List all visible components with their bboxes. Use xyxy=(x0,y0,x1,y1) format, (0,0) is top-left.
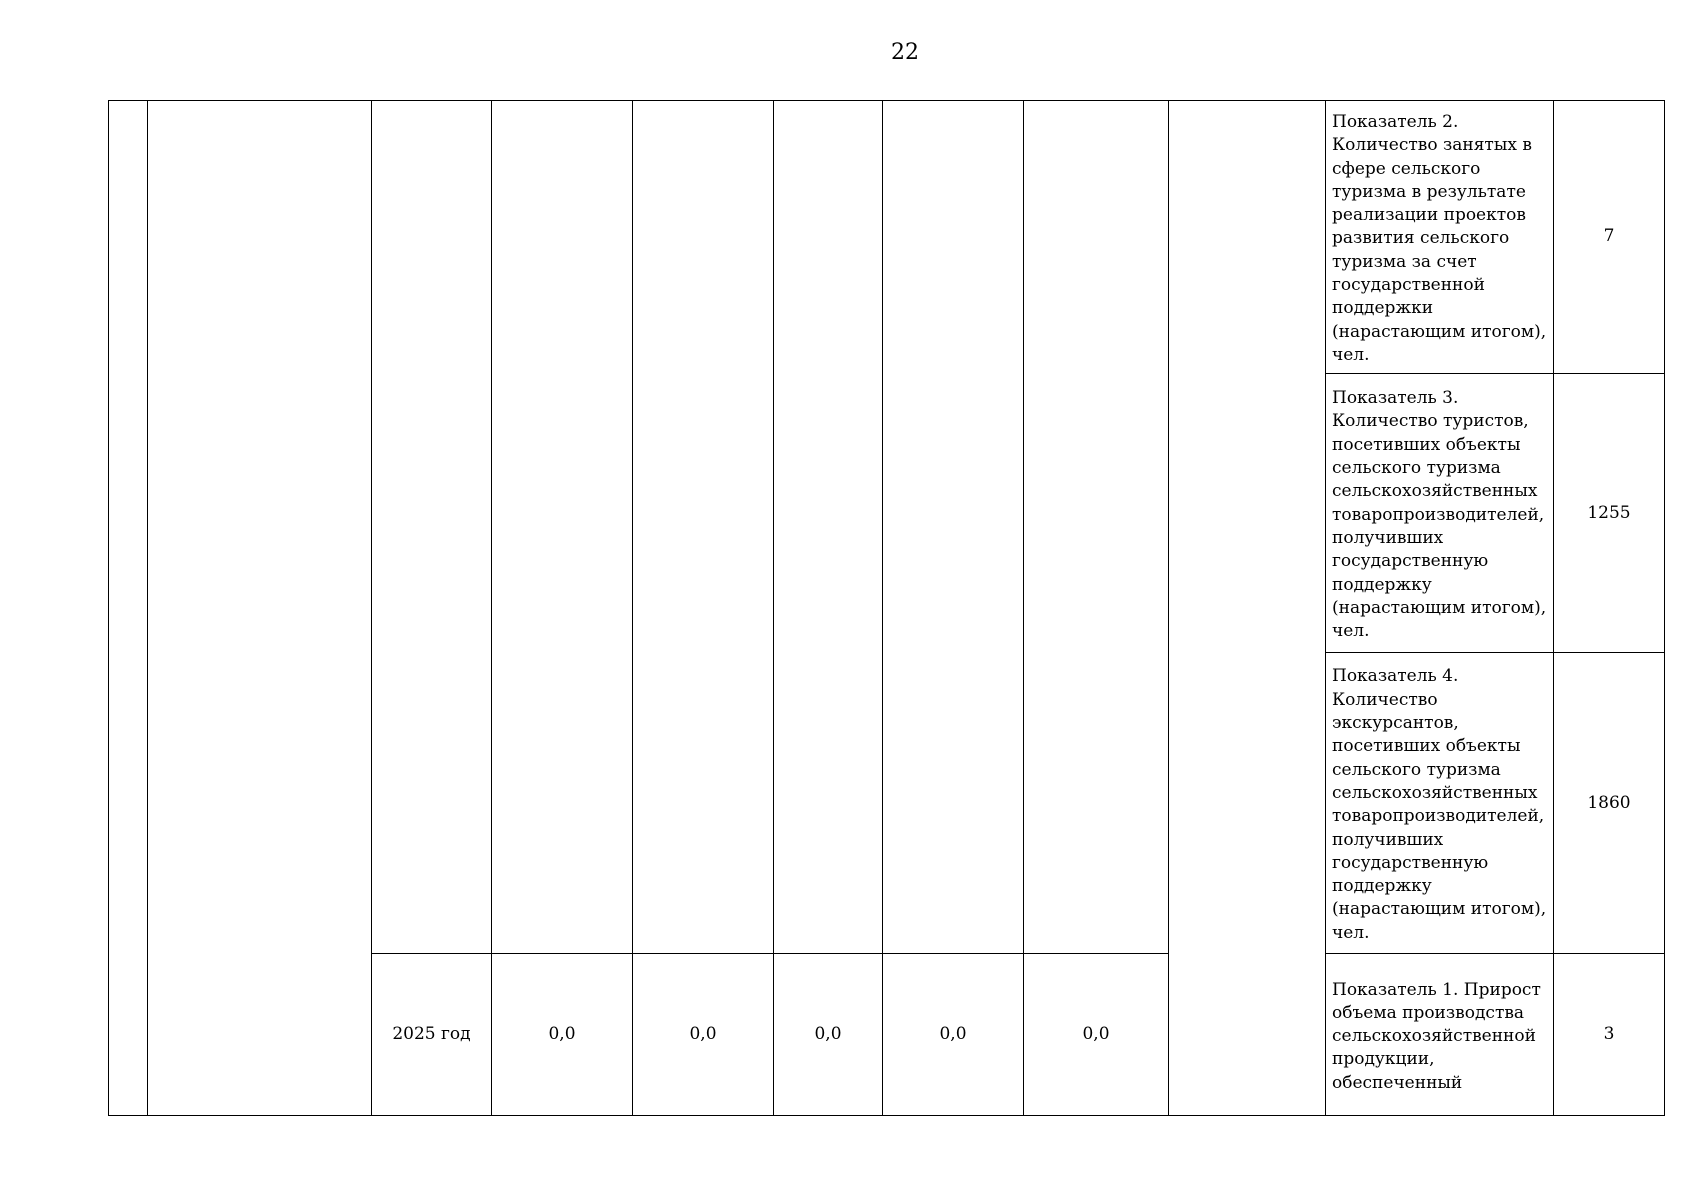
table-row xyxy=(109,101,1665,374)
amount-cell-empty xyxy=(883,101,1024,954)
indicator-text: Показатель 3. Количество туристов, посетивших объекты сельского туризма сельскохозяйственных товаропроизводителей, получивших государственную поддержку (нарастающим итогом), чел. xyxy=(1326,374,1554,653)
amount-cell: 0,0 xyxy=(492,954,633,1116)
amount-cell: 0,0 xyxy=(633,954,774,1116)
executor-cell xyxy=(1169,101,1326,1116)
indicator-value: 7 xyxy=(1554,101,1665,374)
number-cell xyxy=(109,101,148,1116)
indicator-text: Показатель 4. Количество экскурсантов, посетивших объекты сельского туризма сельскохозяйственных товаропроизводителей, получивших государственную поддержку (нарастающим итогом), чел. xyxy=(1326,653,1554,954)
indicator-value: 3 xyxy=(1554,954,1665,1116)
amount-cell-empty xyxy=(1024,101,1169,954)
event-name-cell xyxy=(148,101,372,1116)
year-cell-empty xyxy=(372,101,492,954)
amount-cell: 0,0 xyxy=(774,954,883,1116)
indicator-value: 1860 xyxy=(1554,653,1665,954)
amount-cell: 0,0 xyxy=(1024,954,1169,1116)
financing-table xyxy=(108,100,1665,1116)
page-number: 22 xyxy=(891,40,919,65)
amount-cell-empty xyxy=(774,101,883,954)
indicator-text: Показатель 1. Прирост объема производства сельскохозяйственной продукции, обеспеченный xyxy=(1326,954,1554,1116)
amount-cell: 0,0 xyxy=(883,954,1024,1116)
amount-cell-empty xyxy=(492,101,633,954)
year-cell: 2025 год xyxy=(372,954,492,1116)
indicator-value: 1255 xyxy=(1554,374,1665,653)
amount-cell-empty xyxy=(633,101,774,954)
indicator-text: Показатель 2. Количество занятых в сфере сельского туризма в результате реализации проектов развития сельского туризма за счет государственной поддержки (нарастающим итогом), чел. xyxy=(1326,101,1554,374)
